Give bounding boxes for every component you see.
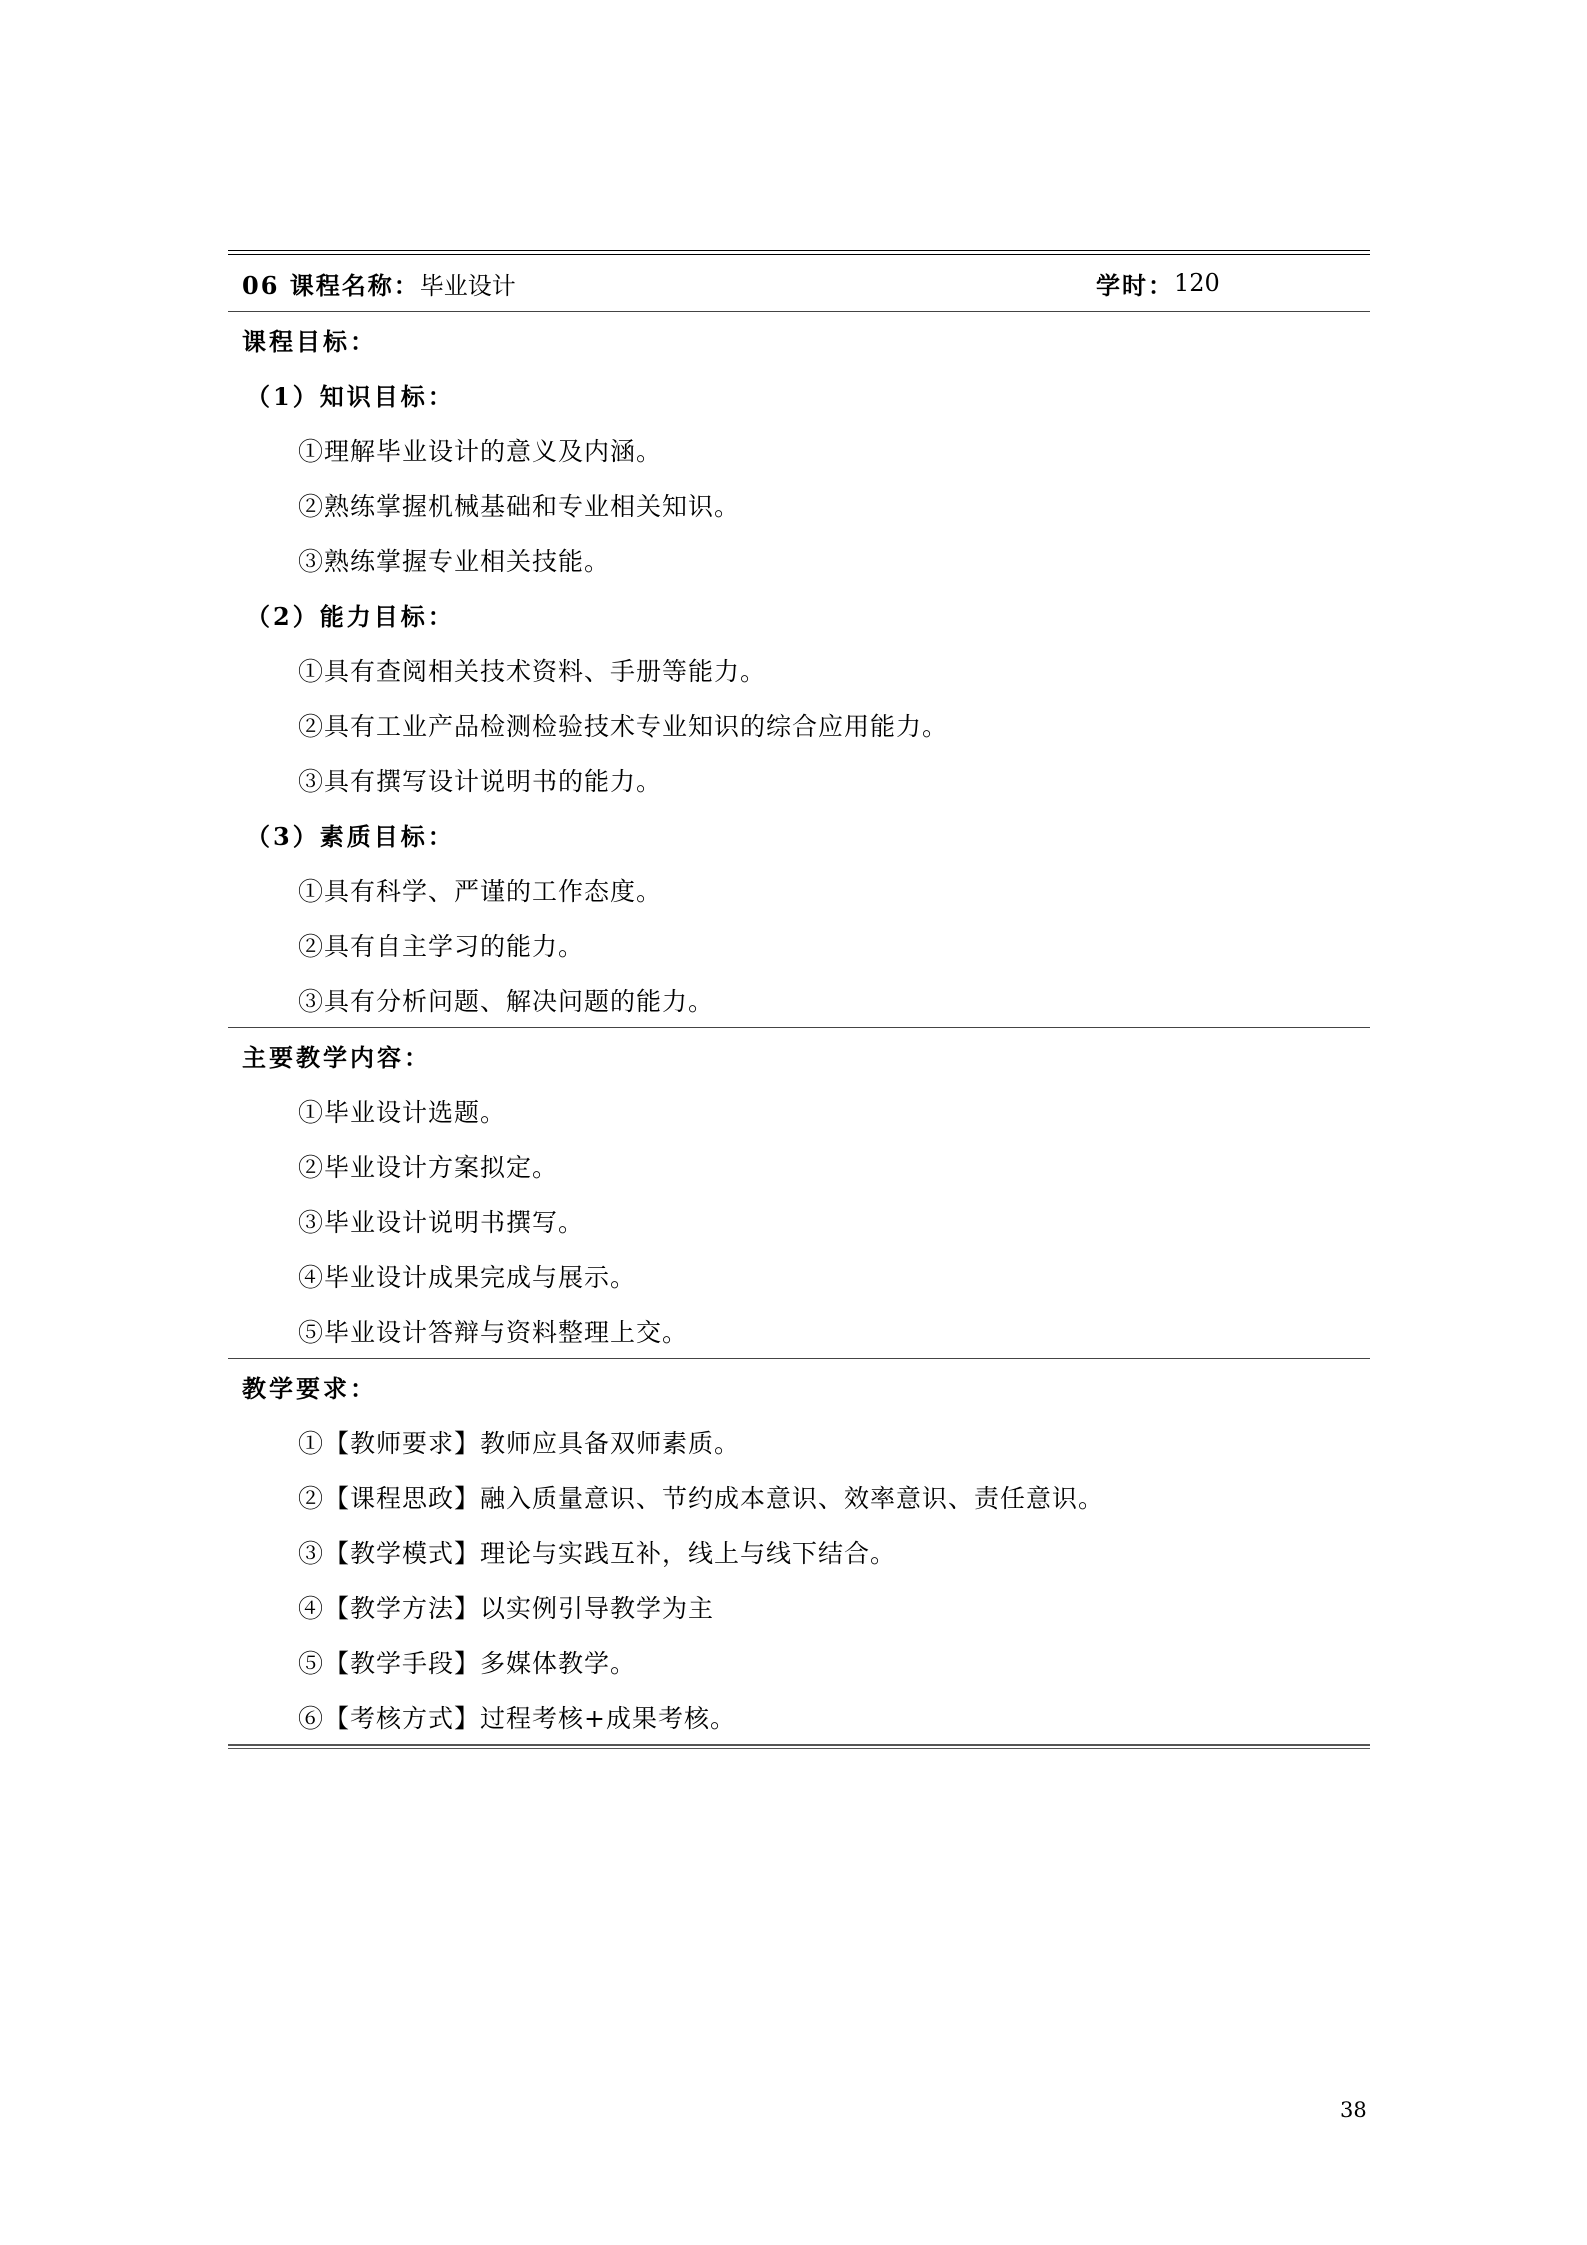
list-item: ⑤【教学手段】多媒体教学。 bbox=[298, 1648, 637, 1678]
course-name: 毕业设计 bbox=[419, 271, 516, 300]
list-item: ②毕业设计方案拟定。 bbox=[298, 1152, 559, 1182]
course-table bbox=[228, 250, 1370, 1749]
requirements-title: 教学要求： bbox=[242, 1374, 377, 1403]
quality-title: （3）素质目标： bbox=[246, 822, 455, 851]
objectives-section bbox=[228, 312, 1370, 1027]
list-item: ③毕业设计说明书撰写。 bbox=[298, 1207, 585, 1237]
content-title: 主要教学内容： bbox=[242, 1043, 431, 1072]
list-item: ③具有撰写设计说明书的能力。 bbox=[298, 766, 663, 796]
course-header-row bbox=[228, 255, 1370, 311]
table-bottom-rule bbox=[228, 1744, 1370, 1749]
objectives-title: 课程目标： bbox=[242, 327, 377, 356]
requirements-section bbox=[228, 1359, 1370, 1744]
list-item: ②【课程思政】融入质量意识、节约成本意识、效率意识、责任意识。 bbox=[298, 1483, 1105, 1513]
list-item: ④【教学方法】以实例引导教学为主 bbox=[298, 1593, 715, 1623]
list-item: ④毕业设计成果完成与展示。 bbox=[298, 1262, 637, 1292]
list-item: ②熟练掌握机械基础和专业相关知识。 bbox=[298, 491, 741, 521]
list-item: ③熟练掌握专业相关技能。 bbox=[298, 546, 611, 576]
hours-value: 120 bbox=[1174, 269, 1220, 297]
knowledge-title: （1）知识目标： bbox=[246, 382, 455, 411]
list-item: ①【教师要求】教师应具备双师素质。 bbox=[298, 1428, 741, 1458]
list-item: ②具有自主学习的能力。 bbox=[298, 931, 585, 961]
list-item: ①理解毕业设计的意义及内涵。 bbox=[298, 436, 663, 466]
list-item: ⑤毕业设计答辩与资料整理上交。 bbox=[298, 1317, 689, 1347]
list-item: ⑥【考核方式】过程考核+成果考核。 bbox=[298, 1703, 736, 1733]
list-item: ①具有科学、严谨的工作态度。 bbox=[298, 876, 663, 906]
course-hours bbox=[1096, 255, 1220, 311]
list-item: ①具有查阅相关技术资料、手册等能力。 bbox=[298, 656, 767, 686]
course-name-label: 06 课程名称： bbox=[242, 270, 420, 300]
list-item: ①毕业设计选题。 bbox=[298, 1097, 507, 1127]
page-number: 38 bbox=[1340, 2098, 1367, 2122]
list-item: ③【教学模式】理论与实践互补，线上与线下结合。 bbox=[298, 1538, 897, 1568]
ability-title: （2）能力目标： bbox=[246, 602, 455, 631]
hours-label: 学时： bbox=[1096, 270, 1174, 300]
content-section bbox=[228, 1028, 1370, 1358]
list-item: ③具有分析问题、解决问题的能力。 bbox=[298, 986, 715, 1016]
list-item: ②具有工业产品检测检验技术专业知识的综合应用能力。 bbox=[298, 711, 949, 741]
